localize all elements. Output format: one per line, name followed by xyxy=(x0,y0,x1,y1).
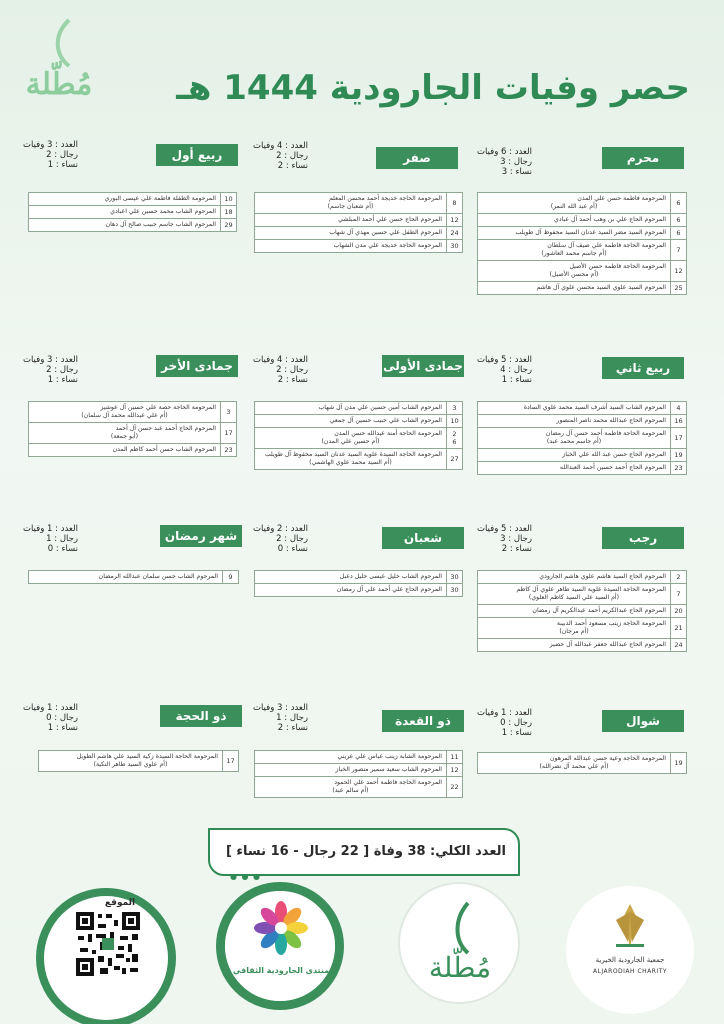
death-day: 4 xyxy=(671,402,687,415)
death-day: 9 xyxy=(223,571,239,584)
deceased-name-cell xyxy=(29,571,223,584)
month-count-dhulqadah: العدد : 3 وفيات رجال : 1 نساء : 2 xyxy=(252,703,308,733)
month-count-ramadan: العدد : 1 وفيات رجال : 1 نساء : 0 xyxy=(22,524,78,554)
deaths-table-shaban xyxy=(254,570,463,597)
month-count-jumada2: العدد : 3 وفيات رجال : 2 نساء : 1 xyxy=(22,355,78,385)
deceased-name: المرحوم الشاب حسن أحمد كاظم المدن xyxy=(112,446,216,453)
deaths-table-dhulhijjah xyxy=(38,750,239,772)
deaths-table-muharram xyxy=(477,192,687,295)
death-day: 18 xyxy=(221,206,237,219)
deceased-name-cell xyxy=(255,227,447,240)
total-count: العدد الكلي: 38 وفاة [ 22 رجال - 16 نساء ] xyxy=(225,844,506,859)
death-row xyxy=(29,219,237,232)
death-row xyxy=(255,764,463,777)
deaths-table-ramadan xyxy=(28,570,239,584)
deceased-name: المرحوم الحاج عبدالكريم أحمد عبدالكريم آل رمضان xyxy=(532,607,666,614)
death-row xyxy=(478,227,687,240)
death-day: 10 xyxy=(221,193,237,206)
deaths-table-jumada1 xyxy=(254,401,463,470)
month-label-rabi1: ربيع أول xyxy=(156,144,238,166)
deceased-name: المرحومة الحاجة أمنة عبدالله حسن المدن xyxy=(334,430,442,437)
deceased-name-cell xyxy=(29,206,221,219)
deceased-name-cell xyxy=(255,571,447,584)
death-row xyxy=(478,639,687,652)
deceased-name: المرحوم الحاج علي أحمد علي آل رمضان xyxy=(336,586,442,593)
deceased-name: المرحومة الحاجة خديجة علي مدن الشهاب xyxy=(333,242,442,249)
death-day: 12 xyxy=(447,764,463,777)
deceased-relation: (أم السيد علي السيد كاظم العلوي) xyxy=(528,594,620,601)
month-label-ramadan: شهر رمضان xyxy=(160,525,242,547)
deaths-table-safar xyxy=(254,192,463,253)
death-day: 2 xyxy=(671,571,687,584)
deceased-name-cell xyxy=(255,751,447,764)
deceased-name: المرحوم الحاج عبدالله جعفر عبدالله آل حضير xyxy=(549,641,666,648)
deceased-name: المرحومة الشابة زينب عباس علي عريني xyxy=(337,753,442,760)
death-row xyxy=(29,402,237,423)
death-row xyxy=(478,571,687,584)
death-row xyxy=(478,240,687,261)
deceased-name: المرحوم الحاج السيد هاشم علوي هاشم الجارودي xyxy=(539,573,666,580)
deceased-name-cell xyxy=(29,193,221,206)
deceased-name-cell xyxy=(39,751,223,772)
month-label-safar: صفر xyxy=(376,147,458,169)
deceased-name-cell xyxy=(478,428,671,449)
deceased-name-cell xyxy=(29,423,221,444)
deceased-name: المرحوم الحاج علي بن وهب أحمد آل عبادي xyxy=(554,216,666,223)
death-row xyxy=(478,605,687,618)
death-row xyxy=(478,449,687,462)
logo-text: مُطّلة xyxy=(25,67,93,102)
death-row xyxy=(29,444,237,457)
deceased-name-cell xyxy=(478,214,671,227)
deceased-relation: (أم مرجان) xyxy=(559,628,589,635)
death-day: 2 6 xyxy=(447,428,463,449)
death-day: 16 xyxy=(671,415,687,428)
deceased-name: المرحوم الحاج أحمد حسين أحمد العبدالله xyxy=(559,464,666,471)
deceased-name-cell xyxy=(255,764,447,777)
deceased-relation: (أم حسين علي المدن) xyxy=(321,438,380,445)
deceased-name: المرحومة الطفلة فاطمة علي عيسى البوري xyxy=(104,195,216,202)
charity-name-en: ALJARODIAH CHARITY xyxy=(592,968,668,975)
deceased-name-cell xyxy=(255,415,447,428)
death-row xyxy=(255,428,463,449)
deceased-name: المرحومة الحاجة فاطمة علي صيف آل سلطان xyxy=(547,242,666,249)
month-label-shaban: شعبان xyxy=(382,527,464,549)
deceased-name-cell xyxy=(255,777,447,798)
forum-name: منتدى الجارودية الثقافي xyxy=(232,966,330,975)
death-day: 22 xyxy=(447,777,463,798)
deceased-name: المرحومة الحاجة خديجة أحمد محسن المعلم xyxy=(328,195,442,202)
deceased-name: المرحومة الحاجة وعية حسن عبدالله المرهون xyxy=(549,755,666,762)
month-count-rabi1: العدد : 3 وفيات رجال : 2 نساء : 1 xyxy=(22,140,78,170)
death-row xyxy=(478,214,687,227)
death-row xyxy=(255,193,463,214)
deceased-name-cell xyxy=(478,240,671,261)
death-day: 19 xyxy=(671,449,687,462)
deceased-name: المرحومة الحاجة زينب مسعود أحمد الدبيبة xyxy=(556,620,666,627)
page-title: حصر وفيات الجارودية 1444 هـ xyxy=(176,68,690,108)
death-row xyxy=(255,751,463,764)
death-day: 21 xyxy=(671,618,687,639)
month-count-rabi2: العدد : 5 وفيات رجال : 4 نساء : 1 xyxy=(476,355,532,385)
deceased-name: المرحوم الحاج حسن عبد الله علي الخباز xyxy=(562,451,666,458)
deceased-name-cell xyxy=(478,415,671,428)
deceased-name-cell xyxy=(255,584,447,597)
deceased-name-cell xyxy=(255,449,447,470)
deceased-name: المرحوم الشاب جاسم حبيب صالح آل دهان xyxy=(105,221,216,228)
death-day: 30 xyxy=(447,571,463,584)
death-day: 30 xyxy=(447,584,463,597)
deceased-name: المرحوم السيد علوي السيد محسن علوي آل هاشم xyxy=(536,284,666,291)
deceased-name-cell xyxy=(255,193,447,214)
death-day: 6 xyxy=(671,193,687,214)
deceased-name: المرحومة الحاجة السيدة زكية السيد علي هاشم الطويل xyxy=(76,753,218,760)
death-row xyxy=(478,753,687,774)
deceased-relation: (أبو جمعة) xyxy=(110,433,139,440)
brand-logo-center xyxy=(410,895,510,995)
deaths-table-rajab xyxy=(477,570,687,652)
deaths-table-jumada2 xyxy=(28,401,237,457)
death-day: 12 xyxy=(447,214,463,227)
month-label-dhulhijjah: ذو الحجة xyxy=(160,705,242,727)
deceased-name: المرحومة الحاجة فاطمة أحمد حسن آل رمضان xyxy=(545,430,666,437)
death-day: 19 xyxy=(671,753,687,774)
deceased-name-cell xyxy=(29,219,221,232)
death-day: 29 xyxy=(221,219,237,232)
death-row xyxy=(478,415,687,428)
month-count-rajab: العدد : 5 وفيات رجال : 3 نساء : 2 xyxy=(476,524,532,554)
deceased-relation: (أم شعبان جاسم) xyxy=(327,203,374,210)
death-day: 17 xyxy=(223,751,239,772)
death-day: 20 xyxy=(671,605,687,618)
death-row xyxy=(478,261,687,282)
death-day: 11 xyxy=(447,751,463,764)
deaths-table-rabi1 xyxy=(28,192,237,232)
month-label-jumada1: جمادى الأولى xyxy=(382,355,464,377)
deaths-table-dhulqadah xyxy=(254,750,463,798)
forum-flower-icon xyxy=(251,898,311,958)
deceased-relation: (أم السيد محمد علوي الهاشمي) xyxy=(309,459,392,466)
death-day: 17 xyxy=(221,423,237,444)
deaths-table-rabi2 xyxy=(477,401,687,475)
brand-logo-top xyxy=(14,14,104,114)
death-day: 12 xyxy=(671,261,687,282)
month-label-jumada2: جمادى الأخر xyxy=(156,355,238,377)
month-label-rajab: رجب xyxy=(602,527,684,549)
deceased-name: المرحوم الشاب حسن سلمان عبدالله الرمضان xyxy=(98,573,218,580)
month-count-safar: العدد : 4 وفيات رجال : 2 نساء : 2 xyxy=(252,141,308,171)
deceased-name-cell xyxy=(255,428,447,449)
deceased-name-cell xyxy=(478,605,671,618)
death-row xyxy=(29,206,237,219)
deceased-name-cell xyxy=(478,584,671,605)
deceased-name: المرحومة الحاجة فاطمة حسن الأصيل xyxy=(569,263,666,270)
death-day: 23 xyxy=(671,462,687,475)
deceased-name-cell xyxy=(29,444,221,457)
death-day: 8 xyxy=(447,193,463,214)
deceased-name-cell xyxy=(29,402,221,423)
deceased-name-cell xyxy=(478,193,671,214)
death-row xyxy=(29,423,237,444)
month-label-shawwal: شوال xyxy=(602,710,684,732)
deceased-name-cell xyxy=(478,282,671,295)
death-row xyxy=(478,584,687,605)
deaths-table-shawwal xyxy=(477,752,687,774)
death-day: 6 xyxy=(671,214,687,227)
deceased-name-cell xyxy=(478,227,671,240)
deceased-name: المرحوم الشاب سعيد سمير منصور الخباز xyxy=(335,766,442,773)
decorative-dots: ● ● ● xyxy=(230,872,262,881)
deceased-relation: (أم علي محمد آل نصرالله) xyxy=(539,763,609,770)
month-count-shaban: العدد : 2 وفيات رجال : 2 نساء : 0 xyxy=(252,524,308,554)
death-day: 27 xyxy=(447,449,463,470)
deceased-relation: (أم علوي السيد طاهر التكية) xyxy=(93,761,168,768)
deceased-name: المرحومة فاطمة حسن علي المدن xyxy=(577,195,666,202)
death-row xyxy=(39,751,239,772)
deceased-name: المرحوم الشاب السيد أشرف السيد محمد علوي السادة xyxy=(523,404,666,411)
death-row xyxy=(478,282,687,295)
deceased-relation: (أم جاسم محمد عبد) xyxy=(546,438,602,445)
death-day: 6 xyxy=(671,227,687,240)
death-day: 24 xyxy=(447,227,463,240)
death-row xyxy=(255,584,463,597)
deceased-name-cell xyxy=(255,402,447,415)
death-row xyxy=(478,193,687,214)
deceased-name: المرحومة الحاجة السيدة علوية السيد عدنان السيد محفوظ آل طويلب xyxy=(264,451,442,458)
death-day: 7 xyxy=(671,240,687,261)
death-row xyxy=(255,214,463,227)
death-row xyxy=(29,571,239,584)
deceased-name-cell xyxy=(478,402,671,415)
charity-wheat-icon xyxy=(610,902,650,950)
death-day: 24 xyxy=(671,639,687,652)
deceased-name-cell xyxy=(255,214,447,227)
death-day: 7 xyxy=(671,584,687,605)
death-row xyxy=(29,193,237,206)
deceased-name: المرحوم الشاب علي حبيب حسين آل جمعي xyxy=(329,417,442,424)
deceased-name: المرحوم الطفل علي حسين مهدي آل شهاب xyxy=(329,229,442,236)
death-row xyxy=(478,428,687,449)
death-row xyxy=(255,402,463,415)
death-row xyxy=(255,449,463,470)
deceased-name: المرحوم الحاج حسن علي أحمد المبلشي xyxy=(338,216,442,223)
deceased-name: المرحومة الحاجة السيدة علوية السيد طاهر علوي آل كاظم xyxy=(516,586,666,593)
death-day: 10 xyxy=(447,415,463,428)
death-day: 30 xyxy=(447,240,463,253)
brand-logo-text: مُطّلة xyxy=(428,951,492,984)
death-day: 3 xyxy=(447,402,463,415)
deceased-name-cell xyxy=(478,449,671,462)
deceased-name-cell xyxy=(478,261,671,282)
death-row xyxy=(255,227,463,240)
deceased-name: المرحومة الحاجة فاطمة أحمد علي الحمود xyxy=(334,779,442,786)
qr-label: الموقع xyxy=(104,898,136,908)
deceased-relation: (أم جاسم محمد العاشور) xyxy=(541,250,607,257)
deceased-name-cell xyxy=(255,240,447,253)
death-row xyxy=(255,777,463,798)
death-day: 23 xyxy=(221,444,237,457)
death-row xyxy=(255,415,463,428)
death-day: 3 xyxy=(221,402,237,423)
month-label-muharram: محرم xyxy=(602,147,684,169)
deceased-relation: (أم سالم عبد) xyxy=(332,787,369,794)
deceased-name: المرحوم الحاج عبدالله محمد ناصر المنصور xyxy=(556,417,666,424)
month-count-jumada1: العدد : 4 وفيات رجال : 2 نساء : 2 xyxy=(252,355,308,385)
death-day: 25 xyxy=(671,282,687,295)
deceased-name: المرحوم الشاب أمين حسين علي مدن آل شهاب xyxy=(318,404,442,411)
death-day: 17 xyxy=(671,428,687,449)
deceased-relation: (أم عبد الله النمر) xyxy=(550,203,598,210)
deceased-name-cell xyxy=(478,753,671,774)
death-row xyxy=(478,462,687,475)
deceased-name: المرحوم الشاب محمد حسين علي اعبادي xyxy=(110,208,216,215)
month-count-muharram: العدد : 6 وفيات رجال : 3 نساء : 3 xyxy=(476,147,532,177)
month-label-dhulqadah: ذو القعدة xyxy=(382,710,464,732)
deceased-name-cell xyxy=(478,618,671,639)
death-row xyxy=(255,240,463,253)
month-count-shawwal: العدد : 1 وفيات رجال : 0 نساء : 1 xyxy=(476,708,532,738)
death-row xyxy=(478,618,687,639)
death-row xyxy=(255,571,463,584)
month-label-rabi2: ربيع ثاني xyxy=(602,357,684,379)
deceased-name: المرحومة الحاجة حصة علي حسين آل عوشيز xyxy=(100,404,216,411)
charity-name-ar: جمعية الجارودية الخيرية xyxy=(595,956,665,964)
deceased-name-cell xyxy=(478,571,671,584)
deceased-name: المرحوم الشاب خليل عيسى خليل دعبل xyxy=(339,573,442,580)
deceased-relation: (أم علي عبدالله محمد آل سلمان) xyxy=(81,412,168,419)
death-row xyxy=(478,402,687,415)
qr-code-icon[interactable] xyxy=(74,910,142,978)
month-count-dhulhijjah: العدد : 1 وفيات رجال : 0 نساء : 1 xyxy=(22,703,78,733)
deceased-name-cell xyxy=(478,462,671,475)
deceased-name: المرحوم السيد مضر السيد عدنان السيد محفوظ آل طويلب xyxy=(515,229,666,236)
deceased-name: المرحوم الحاج أحمد عبد حسن آل أحمد xyxy=(115,425,216,432)
deceased-relation: (أم محسن الأصيل) xyxy=(549,271,599,278)
deceased-name-cell xyxy=(478,639,671,652)
